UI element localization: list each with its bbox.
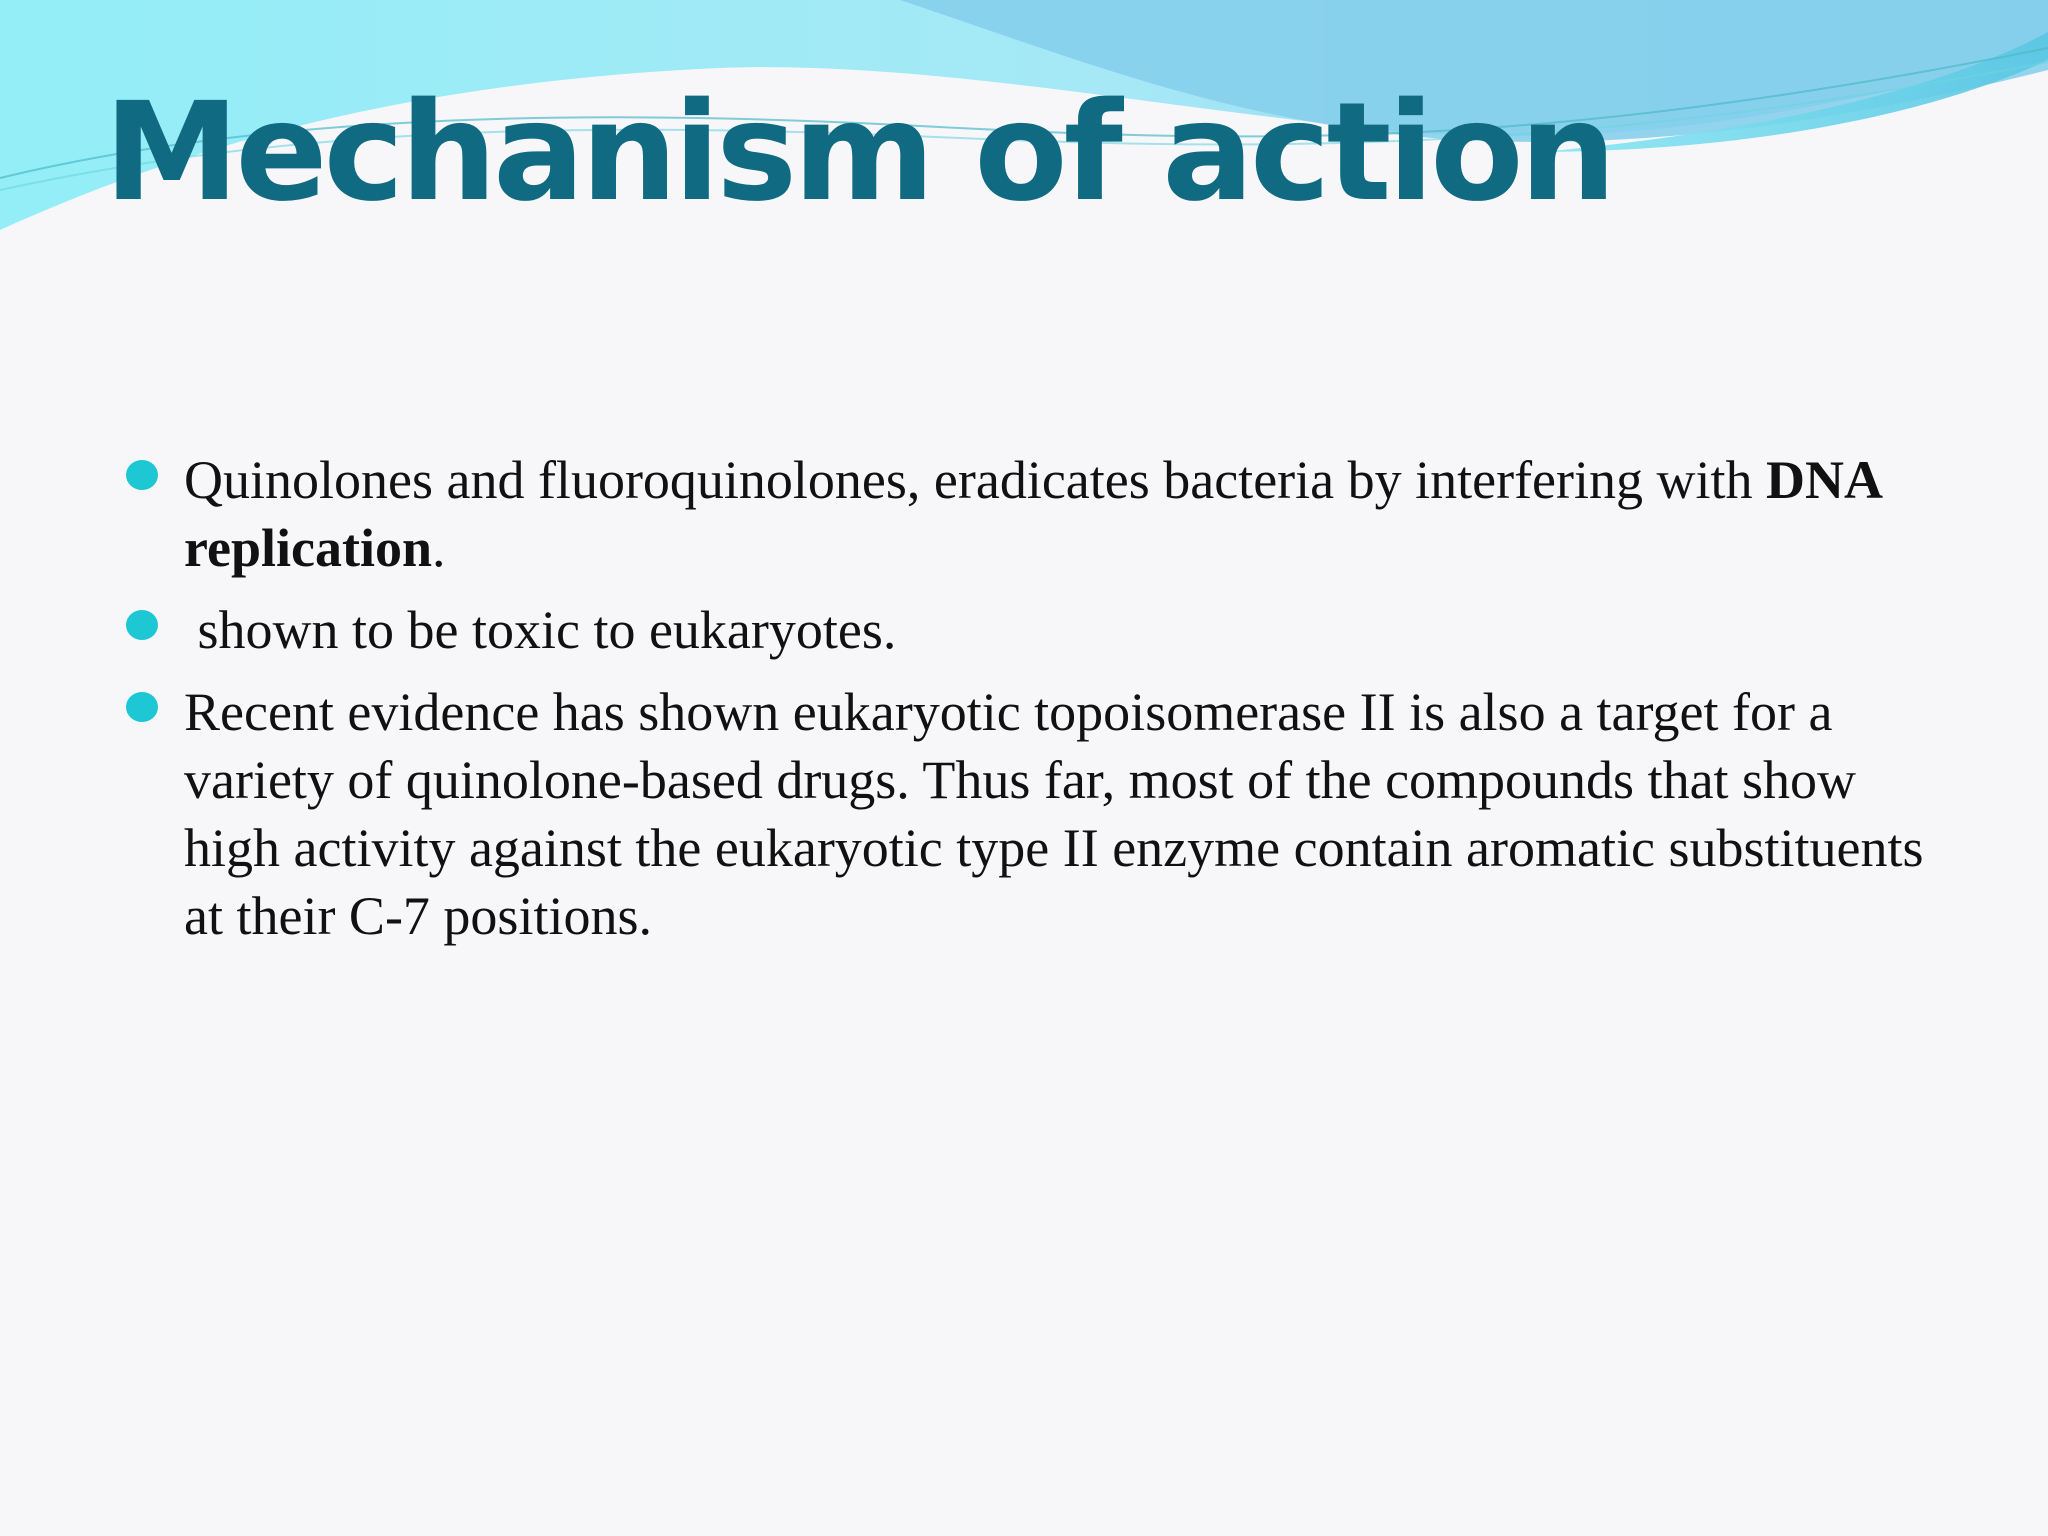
bullet-text: shown to be toxic to eukaryotes. — [184, 600, 897, 660]
bullet-text-end: . — [431, 518, 446, 578]
bullet-dot-icon — [126, 692, 158, 722]
bullet-text: Recent evidence has shown eukaryotic topoisomerase II is also a target for a variety of quinolone-based drugs. Thus far, most of the compounds that show high activity against the eukaryotic type II enzyme contain aromatic substituents at their C-7 positions. — [184, 682, 1924, 946]
bullet-item — [126, 446, 1946, 582]
bullet-dot-icon — [126, 610, 158, 640]
bullet-text: Quinolones and fluoroquinolones, eradicates bacteria by interfering with — [184, 450, 1767, 510]
bullet-emphasis: DNA replication — [184, 450, 1881, 578]
bullet-list — [126, 446, 1946, 964]
bullet-item — [126, 596, 1946, 664]
bullet-dot-icon — [126, 460, 158, 490]
slide-title: Mechanism of action — [104, 74, 1613, 232]
bullet-item — [126, 678, 1946, 950]
